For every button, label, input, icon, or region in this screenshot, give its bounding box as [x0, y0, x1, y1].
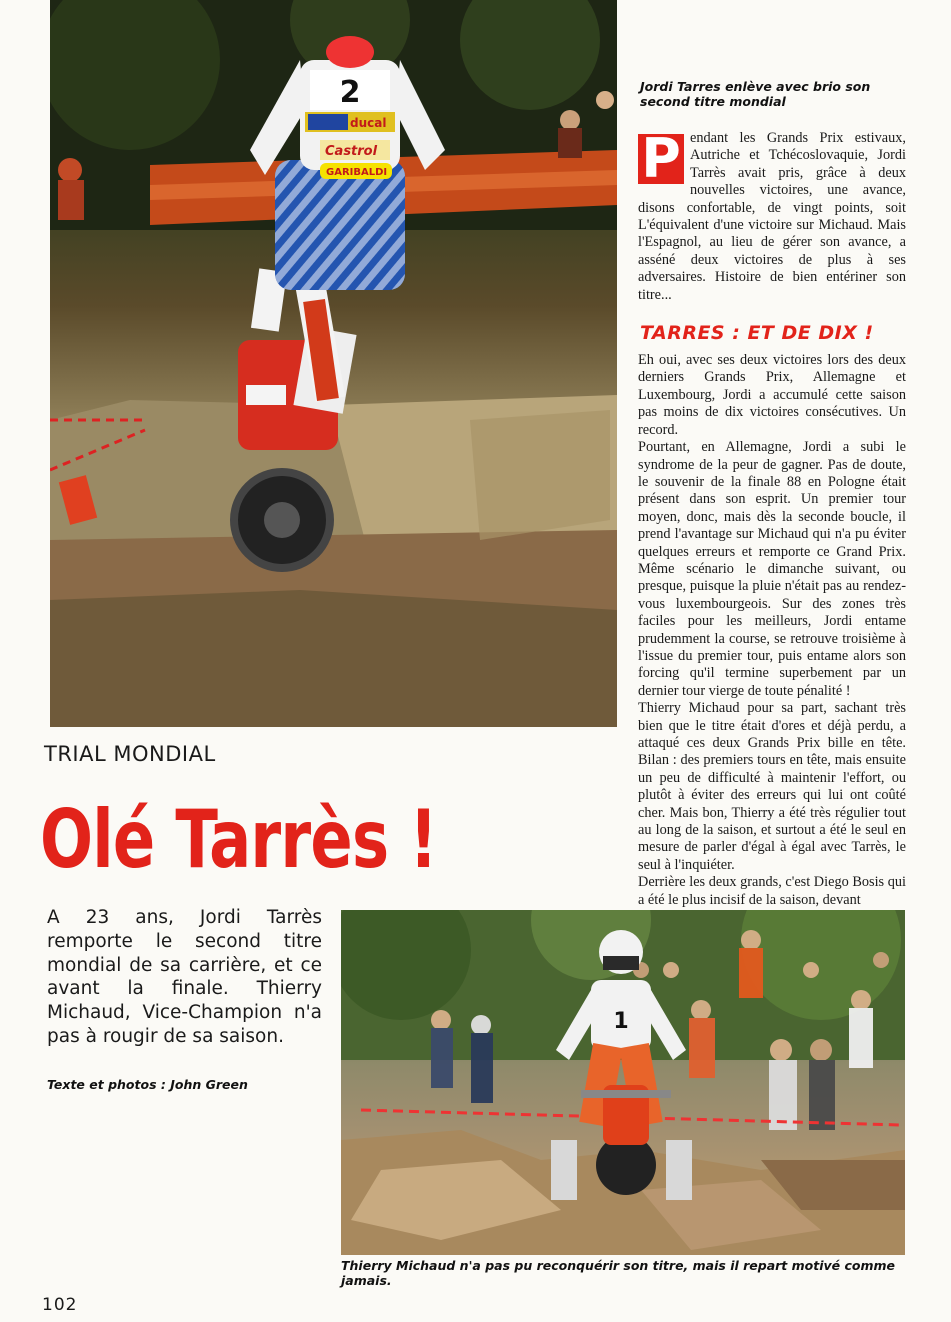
- photo-bottom-caption: Thierry Michaud n'a pas pu reconquérir son titre, mais il repart motivé comme jamais.: [341, 1258, 896, 1288]
- sponsor-garibaldi: GARIBALDI: [326, 167, 388, 178]
- author-credits: Texte et photos : John Green: [47, 1077, 248, 1092]
- lead-paragraph-text: endant les Grands Prix estivaux, Autriche et Tchécoslovaquie, Jordi Tarrès avait pris, grâce à deux nouvelles victoires, une avance, disons confortable, de vingt points, soit L'équivalent d'une victoire sur Michaud. Mais l'Espagnol, au lieu de gérer son avance, a asséné deux victoires de plus à ses adversaires. Histoire de bien entériner son titre...: [638, 130, 906, 303]
- photo-michaud-in-section: [341, 910, 905, 1255]
- sponsor-ducal: ducal: [350, 116, 387, 130]
- body-paragraph: Eh oui, avec ses deux victoires lors des deux derniers Grands Prix, Allemagne et Luxembourg, Jordi a accumulé cette saison pas moins de dix victoires consécutives. Un record.: [638, 352, 906, 438]
- trial-rider-photo-illustration: [50, 0, 617, 727]
- photo-top-caption: Jordi Tarres enlève avec brio son second titre mondial: [640, 79, 871, 109]
- rider-number-top: 2: [339, 75, 361, 110]
- section-kicker: TRIAL MONDIAL: [44, 742, 216, 766]
- section-subheading: TARRES : ET DE DIX !: [640, 322, 874, 345]
- article-body-column: [638, 127, 906, 909]
- rider-number-bottom: 1: [613, 1009, 629, 1034]
- michaud-trial-photo-illustration: [341, 910, 905, 1255]
- sponsor-castrol: Castrol: [325, 144, 378, 159]
- body-paragraph: Thierry Michaud pour sa part, sachant très bien que le titre était d'ores et déjà perdu, a attaqué ces deux Grands Prix bille en tête. Bilan : des premiers tours en tête, mais ensuite un peu de difficulté à maintenir l'effort, ou plutôt à éviter des erreurs qui lui ont coûté cher. Mais bon, Thierry a été très régulier tout au long de la saison, et surtout a été le seul en mesure de parler d'égal à égal avec Tarrès, le seul à l'inquiéter.: [638, 700, 906, 873]
- page-number: 102: [42, 1295, 78, 1315]
- article-intro: A 23 ans, Jordi Tarrès remporte le second titre mondial de sa carrière, et ce avant la finale. Thierry Michaud, Vice-Champion n'a pas à rougir de sa saison.: [47, 907, 322, 1047]
- photo-rider-climbing-rock: [50, 0, 617, 727]
- article-headline: Olé Tarrès !: [40, 793, 437, 886]
- lead-paragraph: [638, 127, 906, 304]
- body-paragraph: Pourtant, en Allemagne, Jordi a subi le syndrome de la peur de gagner. Pas de doute, le souvenir de la finale 88 en Pologne était présent dans son esprit. Un premier tour moyen, donc, mais dès la seconde boucle, il prend l'avantage sur Michaud qui n'a pu éviter quelques erreurs et remporte ce Grand Prix. Même scénario le dimanche suivant, ou presque, puisque la pluie n'était pas au rendez-vous luxembourgeois. Sur des zones très faciles pour les meilleurs, Jordi entame prudemment la course, se retrouve troisième à l'issue du premier tour, puis entame alors son forcing qu'il termine superbement par un dernier tour vierge de toute pénalité !: [638, 439, 906, 699]
- drop-cap: P: [638, 134, 684, 184]
- body-paragraph: Derrière les deux grands, c'est Diego Bosis qui a été le plus incisif de la saison, devant: [638, 874, 906, 908]
